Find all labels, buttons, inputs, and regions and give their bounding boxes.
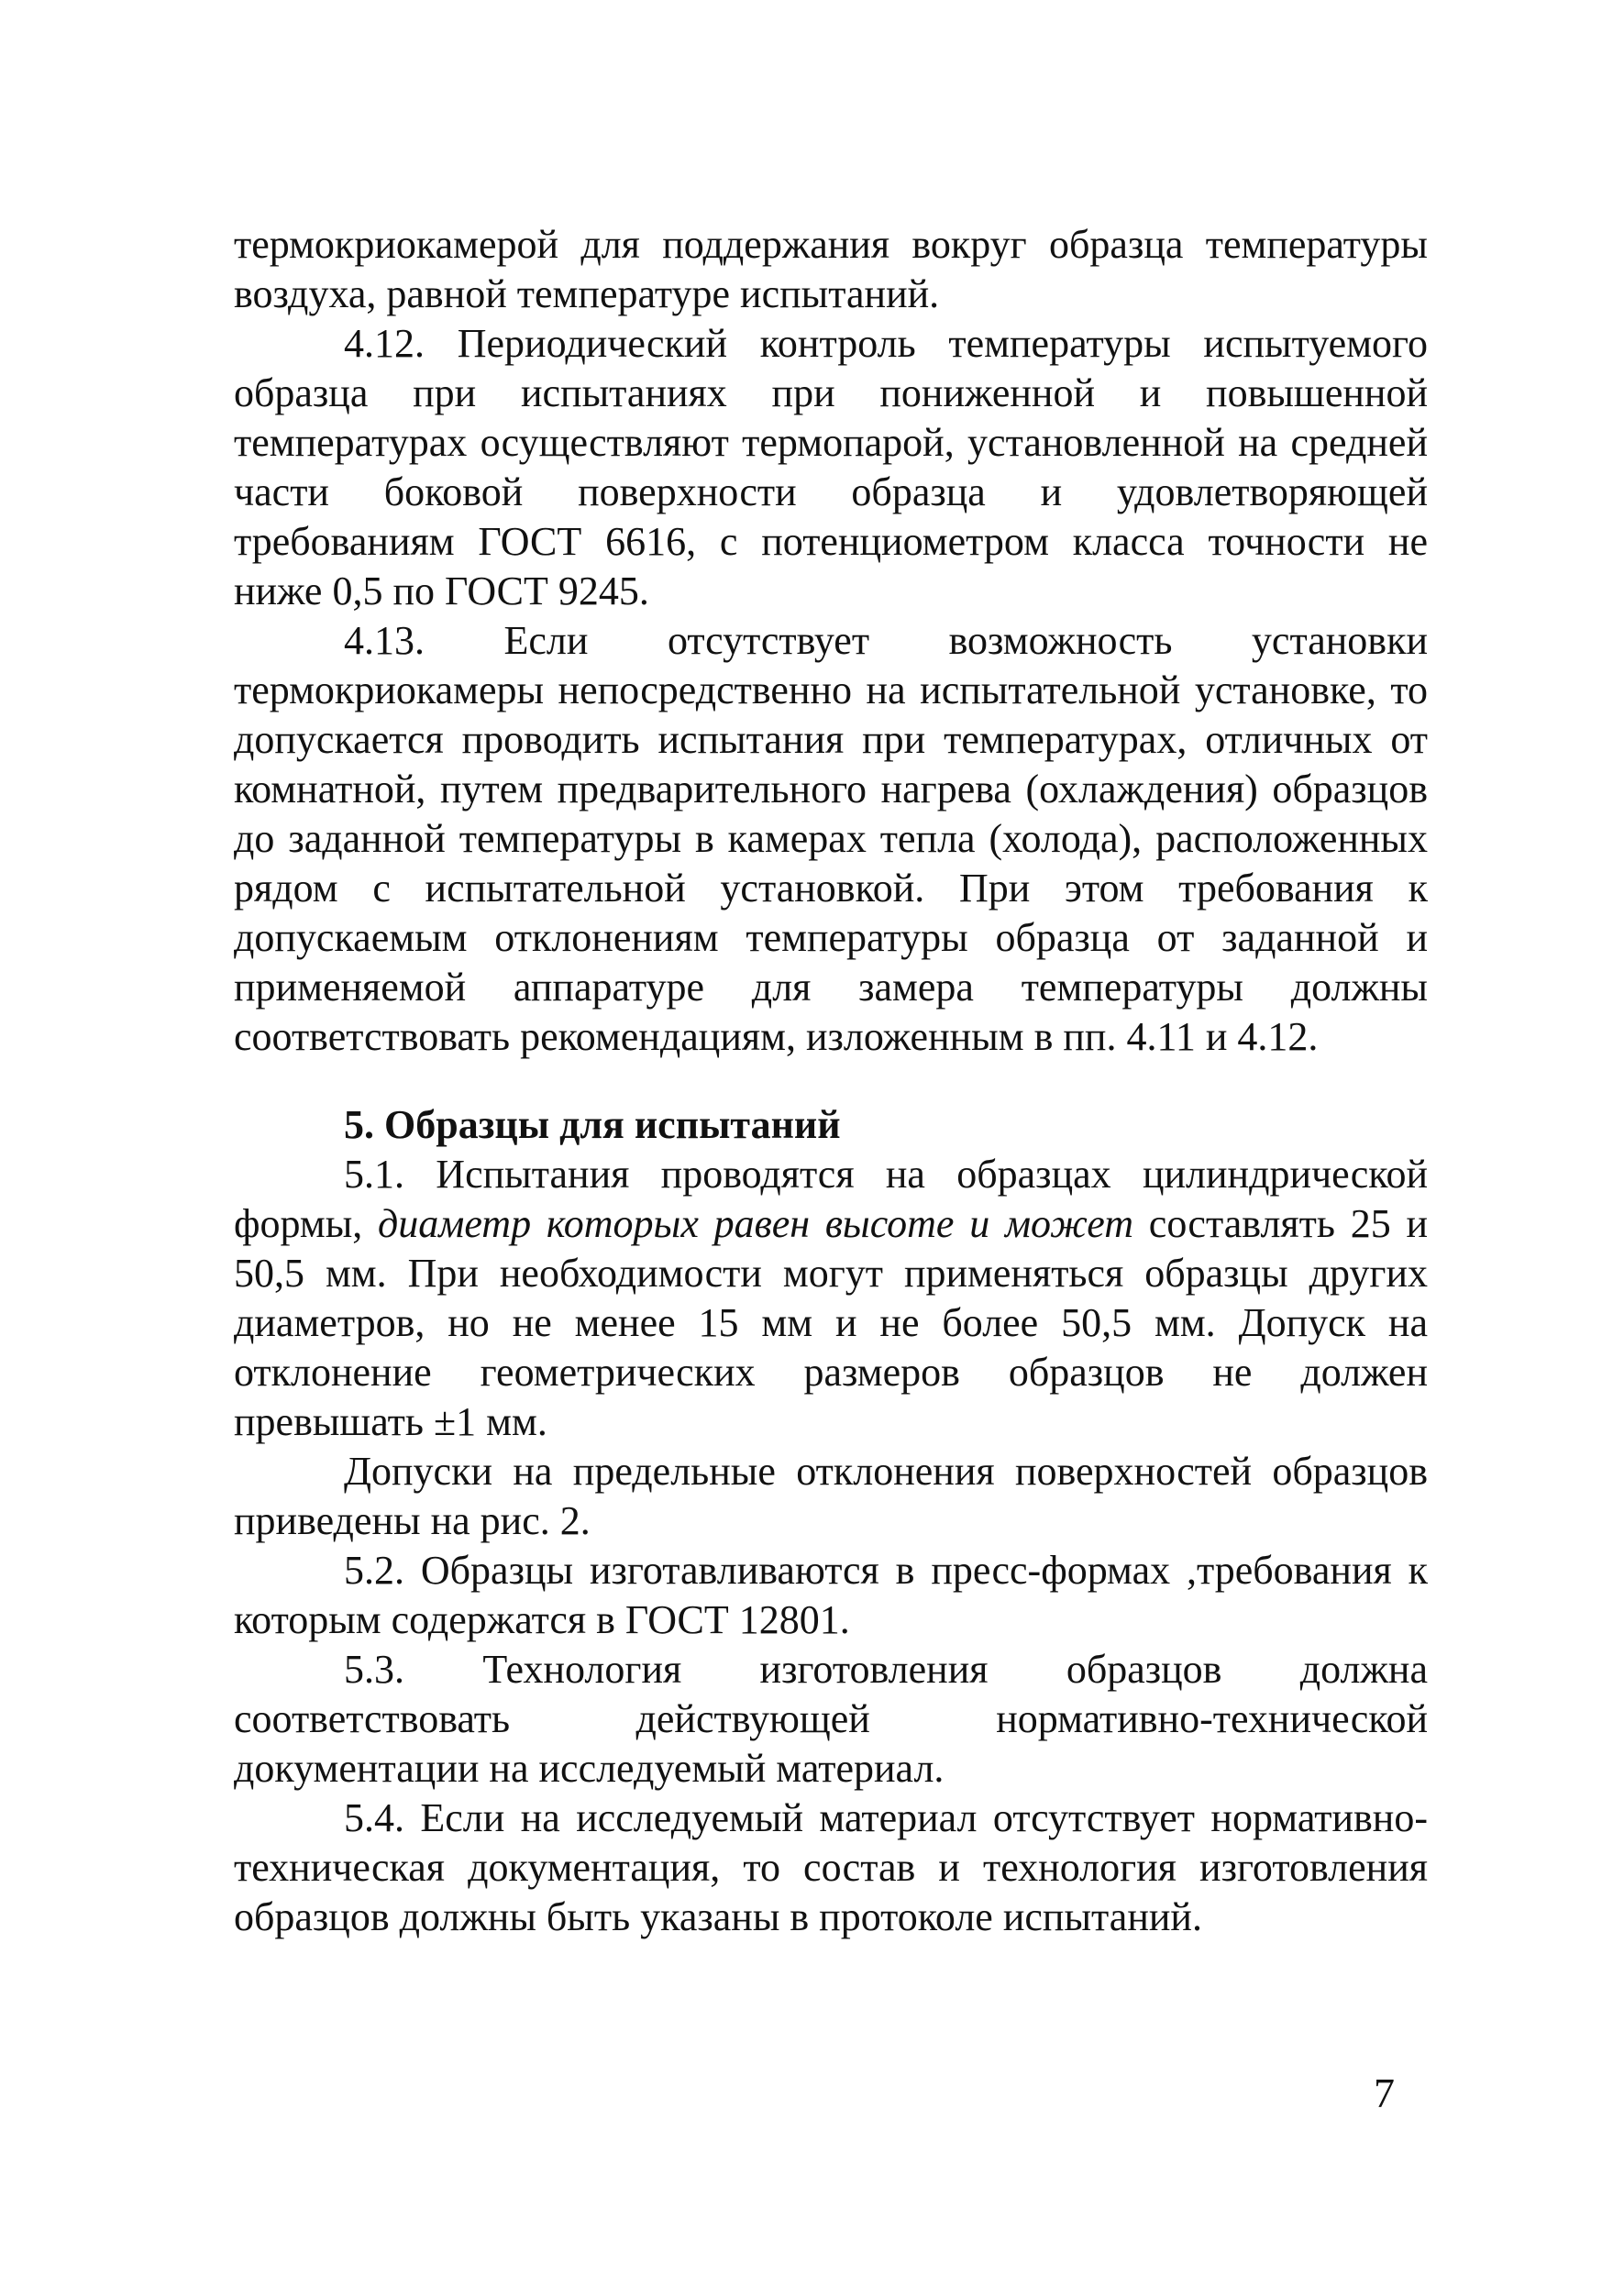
- paragraph-5-1: [234, 1150, 1428, 1447]
- paragraph-5-3: 5.3. Технология изготовления образцов должна соответствовать действующей нормативно-технической документации на исследуемый материал.: [234, 1647, 1428, 1791]
- paragraph-5-2: 5.2. Образцы изготавливаются в пресс-формах ,требования к которым содержатся в ГОСТ 12801.: [234, 1548, 1428, 1642]
- page-number: 7: [1374, 2070, 1395, 2116]
- paragraph-continuation: термокриокамерой для поддержания вокруг образца температуры воздуха, равной температуре испытаний.: [234, 222, 1428, 316]
- paragraph-5-1-italic: диаметр которых равен высоте и может: [378, 1201, 1134, 1246]
- section-heading: 5. Образцы для испытаний: [344, 1102, 841, 1147]
- paragraph-5-1-start: 5.1. Испытания проводятся на образцах цилиндрической формы,: [234, 1152, 1428, 1246]
- paragraph-5-4: 5.4. Если на исследуемый материал отсутствует нормативно-техническая документация, то состав и технология изготовления образцов должны быть указаны в протоколе испытаний.: [234, 1795, 1428, 1939]
- paragraph-5-1-end: составлять 25 и 50,5 мм. При необходимости могут применяться образцы других диаметров, но не менее 15 мм и не более 50,5 мм. Допуск на отклонение геометрических размеров образцов не должен превышать ±1 мм.: [234, 1201, 1429, 1444]
- paragraph-tolerances: Допуски на предельные отклонения поверхностей образцов приведены на рис. 2.: [234, 1449, 1428, 1543]
- paragraph-4-13: 4.13. Если отсутствует возможность установки термокриокамеры непосредственно на испытательной установке, то допускается проводить испытания при температурах, отличных от комнатной, путем предварительного нагрева (охлаждения) образцов до заданной температуры в камерах тепла (холода), расположенных рядом с испытательной установкой. При этом требования к допускаемым отклонениям температуры образца от заданной и применяемой аппаратуре для замера температуры должны соответствовать рекомендациям, изложенным в пп. 4.11 и 4.12.: [234, 618, 1428, 1059]
- paragraph-4-12: 4.12. Периодический контроль температуры испытуемого образца при испытаниях при пониженной и повышенной температурах осуществляют термопарой, установленной на средней части боковой поверхности образца и удовлетворяющей требованиям ГОСТ 6616, с потенциометром класса точности не ниже 0,5 по ГОСТ 9245.: [234, 321, 1428, 613]
- text-column: [234, 220, 1428, 1942]
